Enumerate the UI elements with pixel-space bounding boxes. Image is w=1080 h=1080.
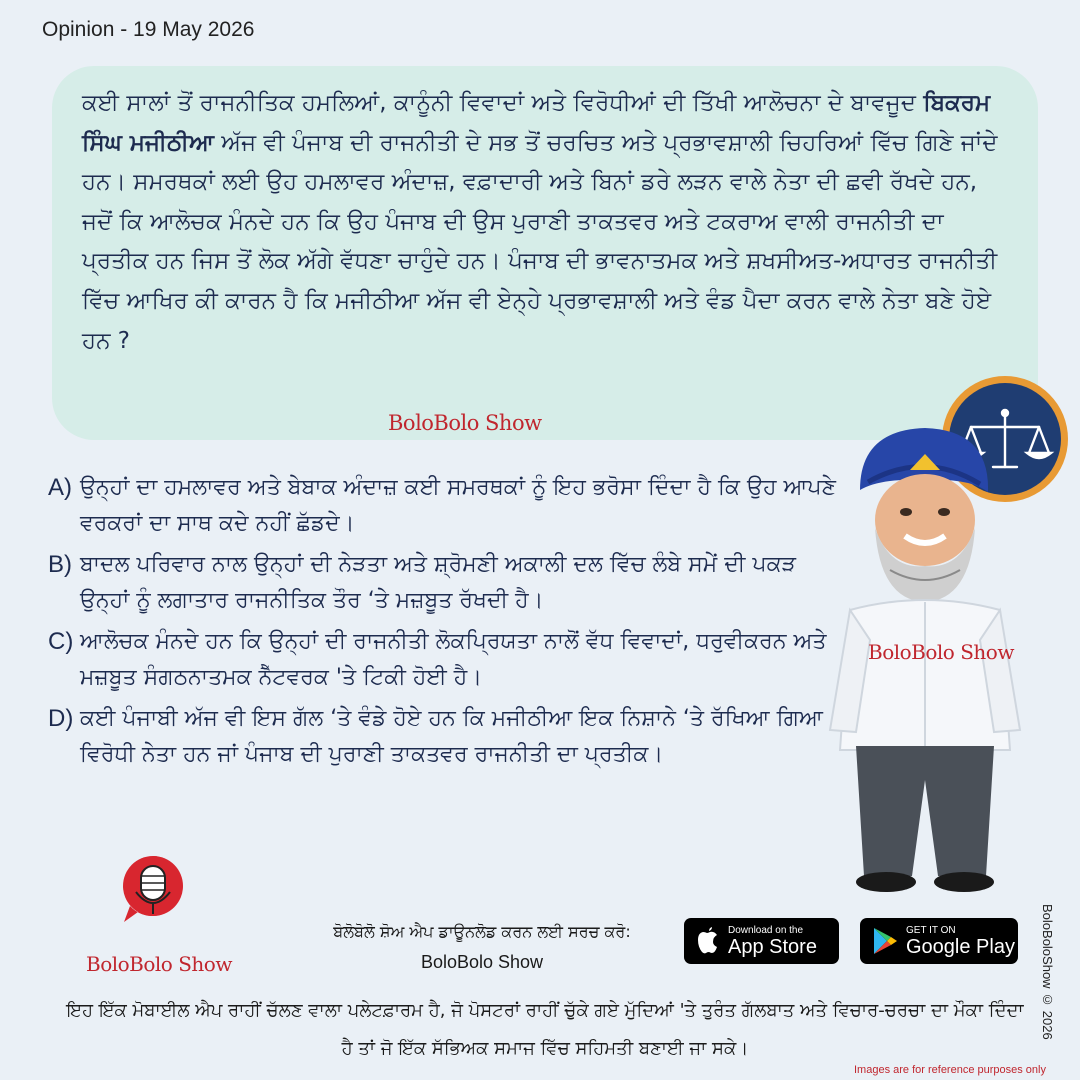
google-play-label: Google Play	[906, 935, 1015, 958]
politician-caricature	[820, 420, 1030, 910]
option-text: ਉਨ੍ਹਾਂ ਦਾ ਹਮਲਾਵਰ ਅਤੇ ਬੇਬਾਕ ਅੰਦਾਜ਼ ਕਈ ਸਮਰਥਕਾਂ ਨੂੰ ਇਹ ਭਰੋਸਾ ਦਿੰਦਾ ਹੈ ਕਿ ਉਹ ਆਪਣੇ ਵਰਕਰਾਂ ਦਾ ਸਾਥ ਕਦੇ ਨਹੀਂ ਛੱਡਦੇ।	[80, 475, 836, 536]
option-b[interactable]	[48, 547, 838, 619]
option-letter: C)	[48, 628, 74, 655]
question-highlight-name: ਬਿਕਰਮ ਸਿੰਘ ਮਜੀਠੀਆ	[82, 90, 991, 156]
option-letter: B)	[48, 551, 72, 578]
copyright-notice: BoloBoloShow © 2026	[1040, 904, 1055, 1040]
app-store-label: App Store	[728, 935, 817, 958]
app-brand-name: BoloBolo Show	[420, 952, 544, 972]
question-text	[82, 84, 1012, 361]
option-d[interactable]	[48, 701, 838, 773]
date-label: Opinion - 19 May 2026	[42, 18, 255, 41]
answer-options	[48, 470, 838, 778]
reference-disclaimer: Images are for reference purposes only	[854, 1064, 1046, 1076]
brand-logo-text: BoloBolo Show	[86, 952, 232, 976]
app-store-small-text: Download on the	[728, 924, 804, 936]
option-text: ਕਈ ਪੰਜਾਬੀ ਅੱਜ ਵੀ ਇਸ ਗੱਲ ‘ਤੇ ਵੰਡੇ ਹੋਏ ਹਨ ਕਿ ਮਜੀਠੀਆ ਇਕ ਨਿਸ਼ਾਨੇ ‘ਤੇ ਰੱਖਿਆ ਗਿਆ ਵਿਰੋਧੀ ਨੇਤਾ ਹਨ ਜਾਂ ਪੰਜਾਬ ਦੀ ਪੁਰਾਣੀ ਤਾਕਤਵਰ ਰਾਜਨੀਤੀ ਦਾ ਪ੍ਰਤੀਕ।	[80, 706, 823, 767]
platform-description: ਇਹ ਇੱਕ ਮੋਬਾਈਲ ਐਪ ਰਾਹੀਂ ਚੱਲਣ ਵਾਲਾ ਪਲੇਟਫ਼ਾਰਮ ਹੈ, ਜੋ ਪੋਸਟਰਾਂ ਰਾਹੀਂ ਚੁੱਕੇ ਗਏ ਮੁੱਦਿਆਂ 'ਤੇ ਤੁਰੰਤ ਗੱਲਬਾਤ ਅਤੇ ਵਿਚਾਰ-ਚਰਚਾ ਦਾ ਮੌਕਾ ਦਿੰਦਾ ਹੈ ਤਾਂ ਜੋ ਇੱਕ ਸੱਭਿਅਕ ਸਮਾਜ ਵਿੱਚ ਸਹਿਮਤੀ ਬਣਾਈ ਜਾ ਸਕੇ।	[66, 1000, 1024, 1059]
option-letter: A)	[48, 474, 72, 501]
question-text-start: ਕਈ ਸਾਲਾਂ ਤੋਂ ਰਾਜਨੀਤਿਕ ਹਮਲਿਆਂ, ਕਾਨੂੰਨੀ ਵਿਵਾਦਾਂ ਅਤੇ ਵਿਰੋਧੀਆਂ ਦੀ ਤਿੱਖੀ ਆਲੋਚਨਾ ਦੇ ਬਾਵਜੂਦ	[82, 90, 924, 116]
google-play-icon	[872, 927, 898, 955]
apple-icon	[696, 927, 720, 955]
option-text: ਬਾਦਲ ਪਰਿਵਾਰ ਨਾਲ ਉਨ੍ਹਾਂ ਦੀ ਨੇੜਤਾ ਅਤੇ ਸ਼੍ਰੋਮਣੀ ਅਕਾਲੀ ਦਲ ਵਿੱਚ ਲੰਬੇ ਸਮੇਂ ਦੀ ਪਕੜ ਉਨ੍ਹਾਂ ਨੂੰ ਲਗਾਤਾਰ ਰਾਜਨੀਤਿਕ ਤੌਰ ‘ਤੇ ਮਜ਼ਬੂਤ ਰੱਖਦੀ ਹੈ।	[80, 552, 796, 613]
app-store-button[interactable]	[684, 918, 839, 964]
watermark-question: BoloBolo Show	[388, 411, 542, 435]
google-play-small-text: GET IT ON	[906, 924, 956, 936]
watermark-person: BoloBolo Show	[868, 640, 1014, 664]
option-text: ਆਲੋਚਕ ਮੰਨਦੇ ਹਨ ਕਿ ਉਨ੍ਹਾਂ ਦੀ ਰਾਜਨੀਤੀ ਲੋਕਪ੍ਰਿਯਤਾ ਨਾਲੋਂ ਵੱਧ ਵਿਵਾਦਾਂ, ਧਰੁਵੀਕਰਨ ਅਤੇ ਮਜ਼ਬੂਤ ਸੰਗਠਨਾਤਮਕ ਨੈੱਟਵਰਕ 'ਤੇ ਟਿਕੀ ਹੋਈ ਹੈ।	[80, 629, 827, 690]
option-c[interactable]	[48, 624, 838, 696]
download-instruction	[292, 922, 672, 973]
google-play-button[interactable]	[860, 918, 1018, 964]
download-instruction-text: ਬੋਲੋਬੋਲੋ ਸ਼ੋਅ ਐਪ ਡਾਊਨਲੋਡ ਕਰਨ ਲਈ ਸਰਚ ਕਰੋ:	[333, 922, 631, 941]
option-a[interactable]	[48, 470, 838, 542]
question-text-rest: ਅੱਜ ਵੀ ਪੰਜਾਬ ਦੀ ਰਾਜਨੀਤੀ ਦੇ ਸਭ ਤੋਂ ਚਰਚਿਤ ਅਤੇ ਪ੍ਰਭਾਵਸ਼ਾਲੀ ਚਿਹਰਿਆਂ ਵਿੱਚ ਗਿਣੇ ਜਾਂਦੇ ਹਨ। ਸਮਰਥਕਾਂ ਲਈ ਉਹ ਹਮਲਾਵਰ ਅੰਦਾਜ਼, ਵਫ਼ਾਦਾਰੀ ਅਤੇ ਬਿਨਾਂ ਡਰੇ ਲੜਨ ਵਾਲੇ ਨੇਤਾ ਦੀ ਛਵੀ ਰੱਖਦੇ ਹਨ, ਜਦੋਂ ਕਿ ਆਲੋਚਕ ਮੰਨਦੇ ਹਨ ਕਿ ਉਹ ਪੰਜਾਬ ਦੀ ਉਸ ਪੁਰਾਣੀ ਤਾਕਤਵਰ ਅਤੇ ਟਕਰਾਅ ਵਾਲੀ ਰਾਜਨੀਤੀ ਦਾ ਪ੍ਰਤੀਕ ਹਨ ਜਿਸ ਤੋਂ ਲੋਕ ਅੱਗੇ ਵੱਧਣਾ ਚਾਹੁੰਦੇ ਹਨ। ਪੰਜਾਬ ਦੀ ਭਾਵਨਾਤਮਕ ਅਤੇ ਸ਼ਖਸੀਅਤ-ਅਧਾਰਤ ਰਾਜਨੀਤੀ ਵਿੱਚ ਆਖਿਰ ਕੀ ਕਾਰਨ ਹੈ ਕਿ ਮਜੀਠੀਆ ਅੱਜ ਵੀ ਏਨ੍ਹੇ ਪ੍ਰਭਾਵਸ਼ਾਲੀ ਅਤੇ ਵੰਡ ਪੈਦਾ ਕਰਨ ਵਾਲੇ ਨੇਤਾ ਬਣੇ ਹੋਏ ਹਨ ?	[82, 129, 998, 354]
microphone-icon	[118, 852, 188, 952]
option-letter: D)	[48, 705, 74, 732]
